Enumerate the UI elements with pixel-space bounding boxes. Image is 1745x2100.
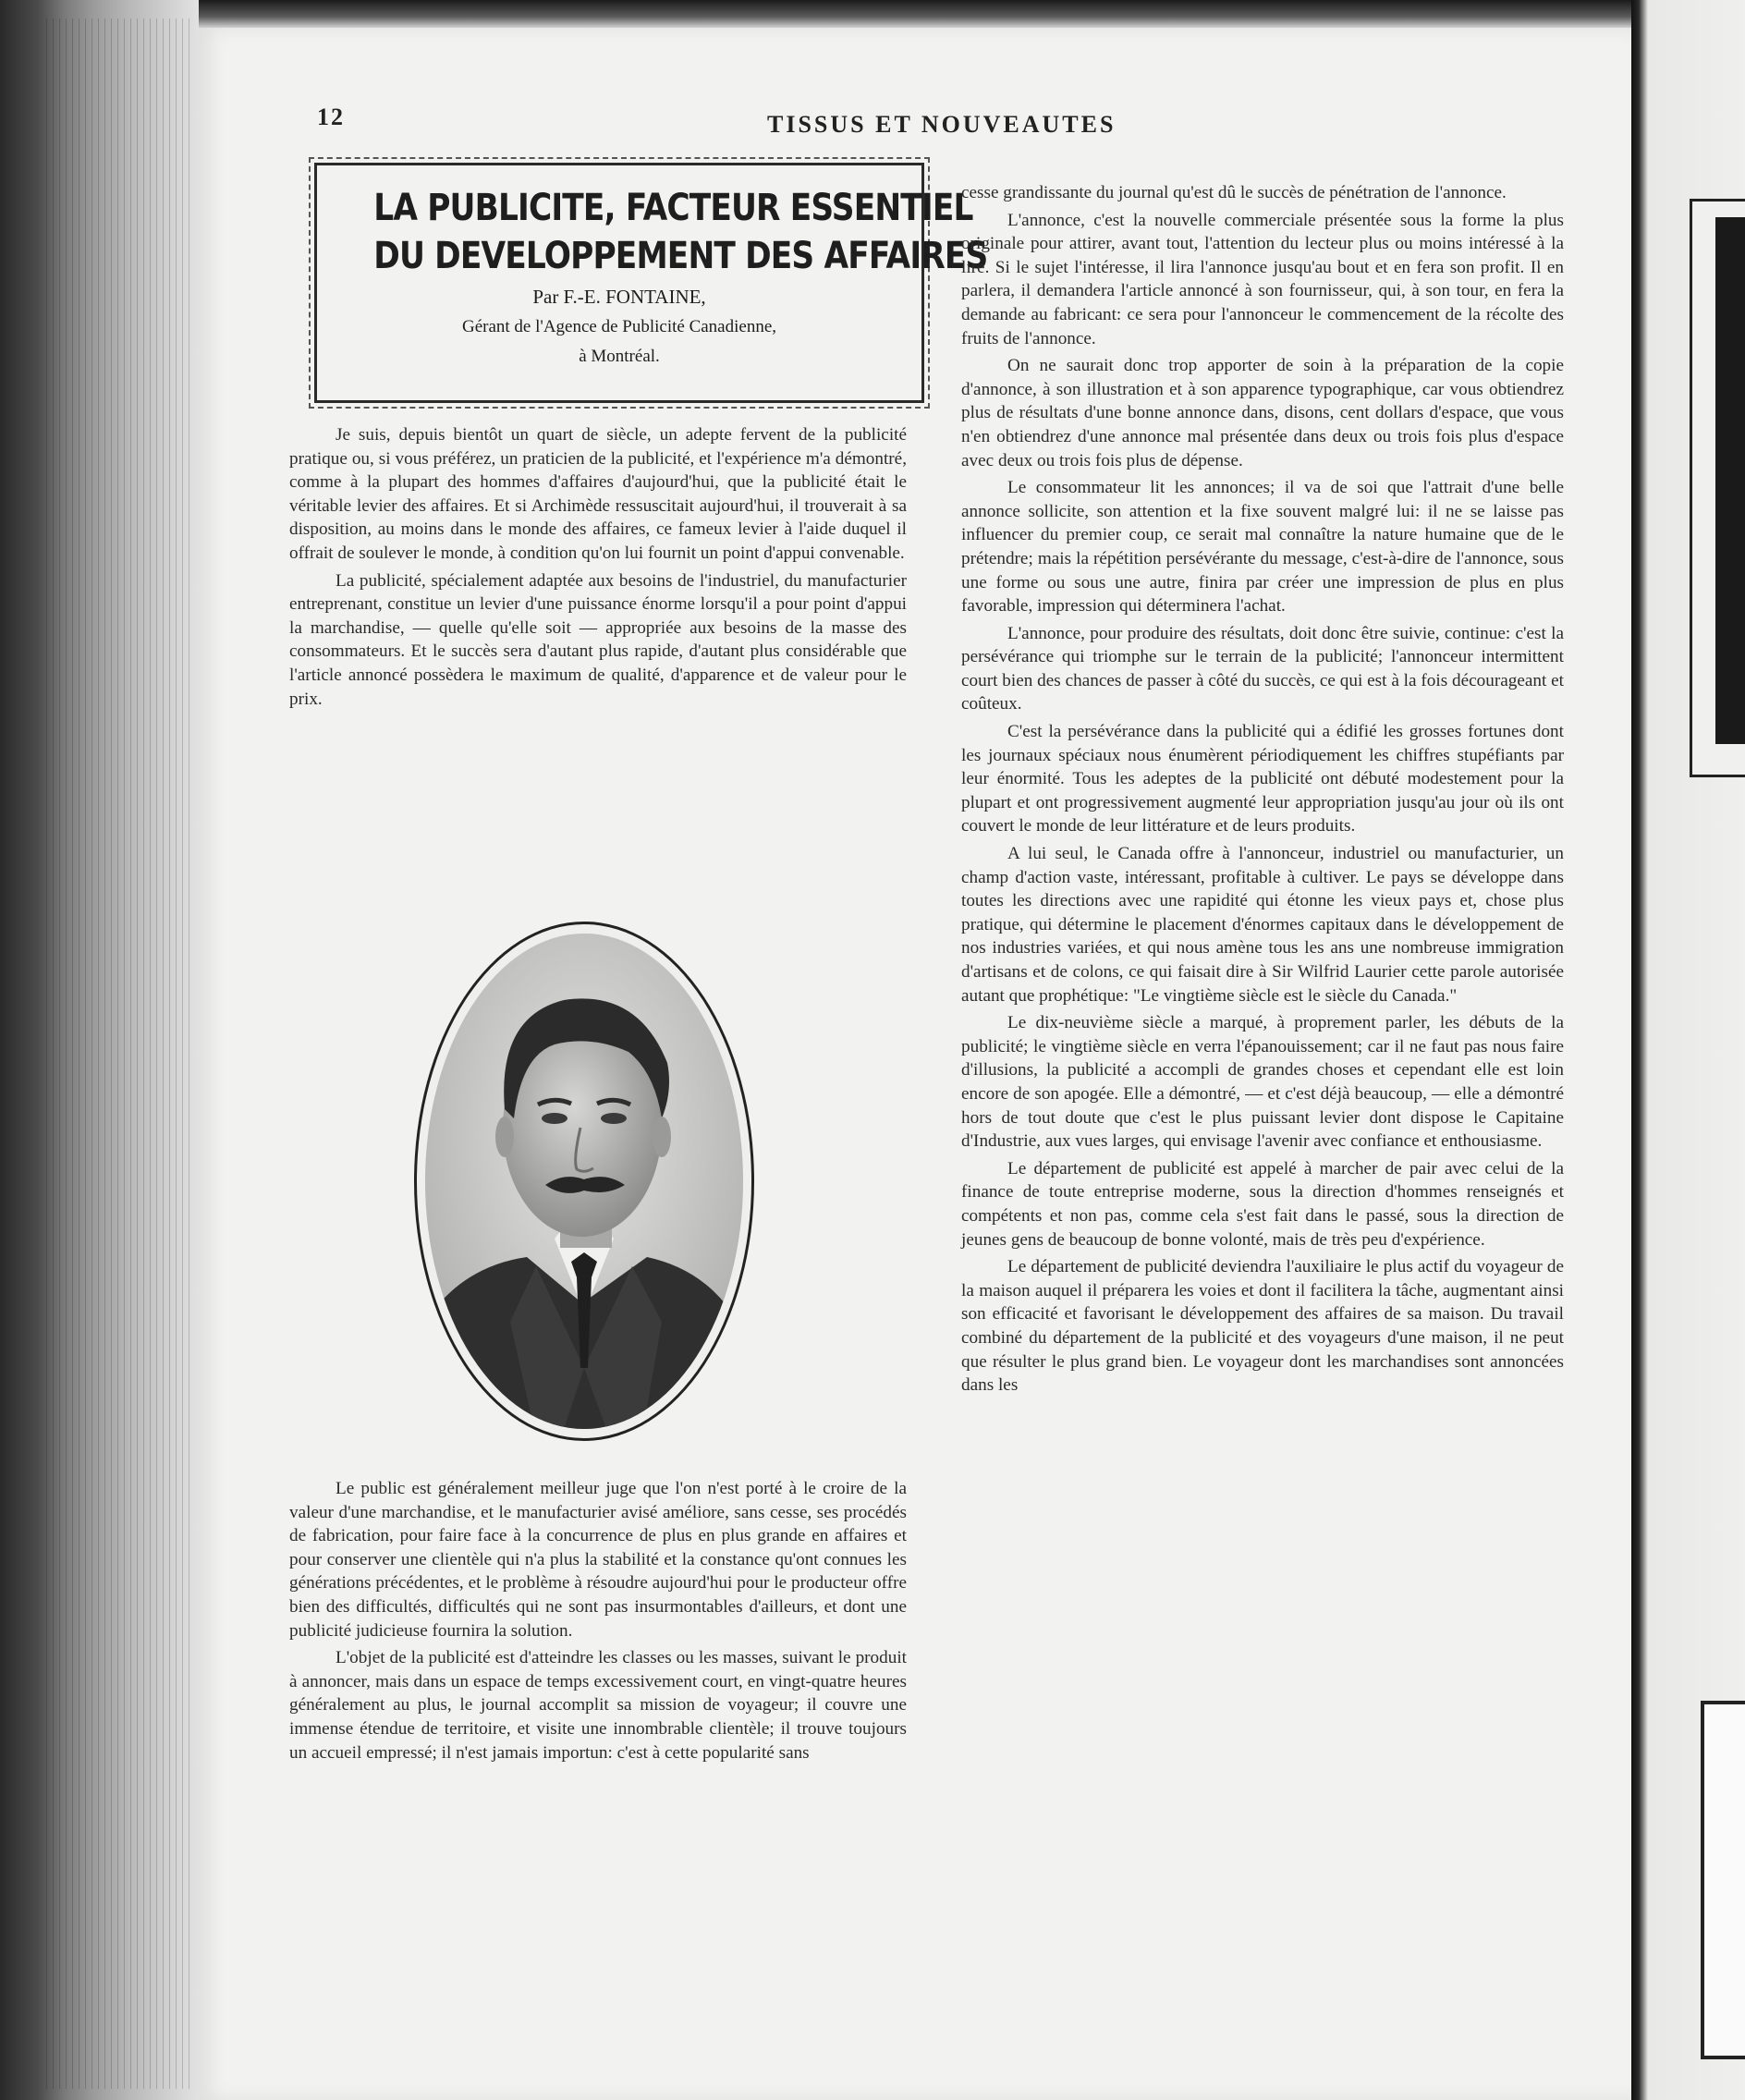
article-title-box bbox=[314, 163, 988, 403]
paragraph: C'est la persévérance dans la publicité qui a édifié les grosses fortunes dont les journaux spéciaux nous énumèrent périodiquement les chiffres stupéfiants par leur énormité. Tous les adeptes de la publicité ont débuté modestement pour la plupart et ont progressivement augmenté leur appropriation jusqu'au jour où ils ont couvert le monde de leur littérature et de leurs produits. bbox=[961, 722, 1564, 836]
article-byline: Par F.-E. FONTAINE, bbox=[532, 286, 706, 308]
paragraph: L'objet de la publicité est d'atteindre les classes ou les masses, suivant le produit à annoncer, mais dans un espace de temps excessivement court, en vingt-quatre heures généralement au plus, le journal accomplit sa mission de voyageur; il couvre une immense étendue de territoire, et visite une innombrable clientèle; il trouve toujours un accueil empressé; il n'est jamais importun: c'est à cette popularité sans bbox=[289, 1648, 907, 1763]
paragraph: Le public est généralement meilleur juge que l'on n'est porté à le croire de la valeur d'une marchandise, et le manufacturier avisé améliore, sans cesse, ses procédés de fabrication, pour faire face à la concurrence de plus en plus grande en affaires et pour conserver une clientèle qui n'a plus la stabilité et la constance qu'ont connues les générations précédentes, et le problème à résoudre aujourd'hui pour le producteur offre bien des difficultés, difficultés qui ne sont pas insurmontables d'ailleurs, et dont une publicité judicieuse fournira la solution. bbox=[289, 1479, 907, 1641]
author-role-line-1: Gérant de l'Agence de Publicité Canadienne, bbox=[461, 317, 776, 336]
scan-top-edge bbox=[199, 0, 1631, 28]
running-head: TISSUS ET NOUVEAUTES bbox=[767, 111, 1117, 138]
author-role-line-2: à Montréal. bbox=[579, 347, 660, 366]
paragraph: La publicité, spécialement adaptée aux besoins de l'industriel, du manufacturier entreprenant, constitue un levier d'une puissance énorme lorsqu'il a pour point d'appui la marchandise, — quelle qu'elle soit — appropriée aux besoins de la masse des consommateurs. Et le succès sera d'autant plus rapide, d'autant plus considérable que l'article annoncé possèdera le maximum de qualité, d'apparence et de valeur pour le prix. bbox=[289, 570, 907, 709]
paragraph: Je suis, depuis bientôt un quart de siècle, un adepte fervent de la publicité pratique ou, si vous préférez, un praticien de la publicité, et l'expérience m'a démontré, comme à la plupart des hommes d'affaires d'aujourd'hui, que la publicité était le véritable levier des affaires. Et si Archimède ressuscitait aujourd'hui, il trouverait à sa disposition, au moins dans le monde des affaires, ce fameux levier à l'aide duquel il offrait de soulever le monde, à condition qu'on lui fournit un point d'appui convenable. bbox=[289, 425, 907, 563]
paragraph: Le dix-neuvième siècle a marqué, à proprement parler, les débuts de la publicité; le vingtième siècle en verra l'épanouissement; car il ne faut pas nous faire d'illusions, la publicité a accompli de grandes choses et cependant elle est loin encore de son apogée. Elle a démontré, — et c'est déjà beaucoup, — elle a démontré hors de tout doute que c'est le plus puissant levier dont dispose le Capitaine d'Industrie, aux vues larges, qui envisage l'avenir avec confiance et enthousiasme. bbox=[961, 1013, 1564, 1152]
paragraph: Le consommateur lit les annonces; il va de soi que l'attrait d'une belle annonce sollicite, son attention et la fixe souvent malgré lui: il ne se laisse pas influencer du premier coup, ce serait mal connaître la nature humaine que de le prétendre; mais la répétition persévérante du message, c'est-à-dire de l'annonce, sous une forme ou sous une autre, finira par créer une impression de plus en plus favorable, impression qui déterminera l'achat. bbox=[961, 478, 1564, 617]
paragraph-continued: cesse grandissante du journal qu'est dû le succès de pénétration de l'annonce. bbox=[961, 183, 1507, 202]
paragraph: Le département de publicité est appelé à marcher de pair avec celui de la finance de toute entreprise moderne, sous la direction d'hommes renseignés et compétents et non pas, comme cela s'est fait dans le passé, sous la direction de jeunes gens de beaucoup de bonne volonté, mais de très peu d'expérience. bbox=[961, 1158, 1564, 1250]
facing-page-frame-lower bbox=[1701, 1701, 1745, 2059]
facing-page-dark-block bbox=[1715, 217, 1745, 744]
left-column-top bbox=[289, 423, 907, 711]
paragraph: L'annonce, pour produire des résultats, doit donc être suivie, continue: c'est la persévérance qui triomphe sur le terrain de la publicité; l'annonceur intermittent court bien des chances de passer à côté du succès, ce qui est à la fois décourageant et coûteux. bbox=[961, 623, 1564, 714]
page-number: 12 bbox=[317, 104, 345, 130]
paragraph: On ne saurait donc trop apporter de soin à la préparation de la copie d'annonce, à son illustration et à son apparence typographique, car vous obtiendrez plus de résultats d'une bonne annonce dans, disons, cent dollars d'espace, que vous n'en obtiendrez d'une annonce mal présentée dans deux ou trois fois plus d'espace avec deux ou trois fois plus de dépense. bbox=[961, 356, 1564, 470]
paragraph: Le département de publicité deviendra l'auxiliaire le plus actif du voyageur de la maison auquel il préparera les voies et dont il facilitera la tâche, augmentant ainsi son efficacité et favorisant le développement des affaires de sa maison. Du travail combiné du département de la publicité et des voyageurs d'une maison, il ne peut que résulter le plus grand bien. Le voyageur dont les marchandises sont annoncées dans les bbox=[961, 1257, 1564, 1396]
paragraph: L'annonce, c'est la nouvelle commerciale présentée sous la forme la plus originale pour attirer, avant tout, l'attention du lecteur plus ou moins intéressé à la lire. Si le sujet l'intéresse, il lira l'annonce jusqu'au bout et en fera son profit. Il en parlera, il demandera l'article annoncé à son fournisseur, qui, à son tour, en fera la demande au fabricant: ce sera pour l'annonceur le commencement de la récolte des fruits de l'annonce. bbox=[961, 210, 1564, 348]
book-binding bbox=[0, 0, 199, 2100]
paragraph: A lui seul, le Canada offre à l'annonceur, industriel ou manufacturier, un champ d'action vaste, intéressant, profitable à cultiver. Le pays se développe dans toutes les directions avec une rapidité qui étonne les vieux pays et, chose plus pratique, qui détermine le placement d'énormes capitaux dans le développement de nos industries variées, et qui nous amène tous les ans une nombreuse immigration d'artisans et de colons, ce qui faisait dire à Sir Wilfrid Laurier cette parole autorisée autant que prophétique: "Le vingtième siècle est le siècle du Canada." bbox=[961, 844, 1564, 1006]
right-column bbox=[961, 181, 1564, 1398]
article-title-line-2: DU DEVELOPPEMENT DES AFFAIRES bbox=[373, 235, 988, 277]
left-column-bottom bbox=[289, 1477, 907, 1764]
author-portrait bbox=[425, 934, 743, 1429]
article-title-line-1: LA PUBLICITE, FACTEUR ESSENTIEL bbox=[373, 187, 973, 229]
